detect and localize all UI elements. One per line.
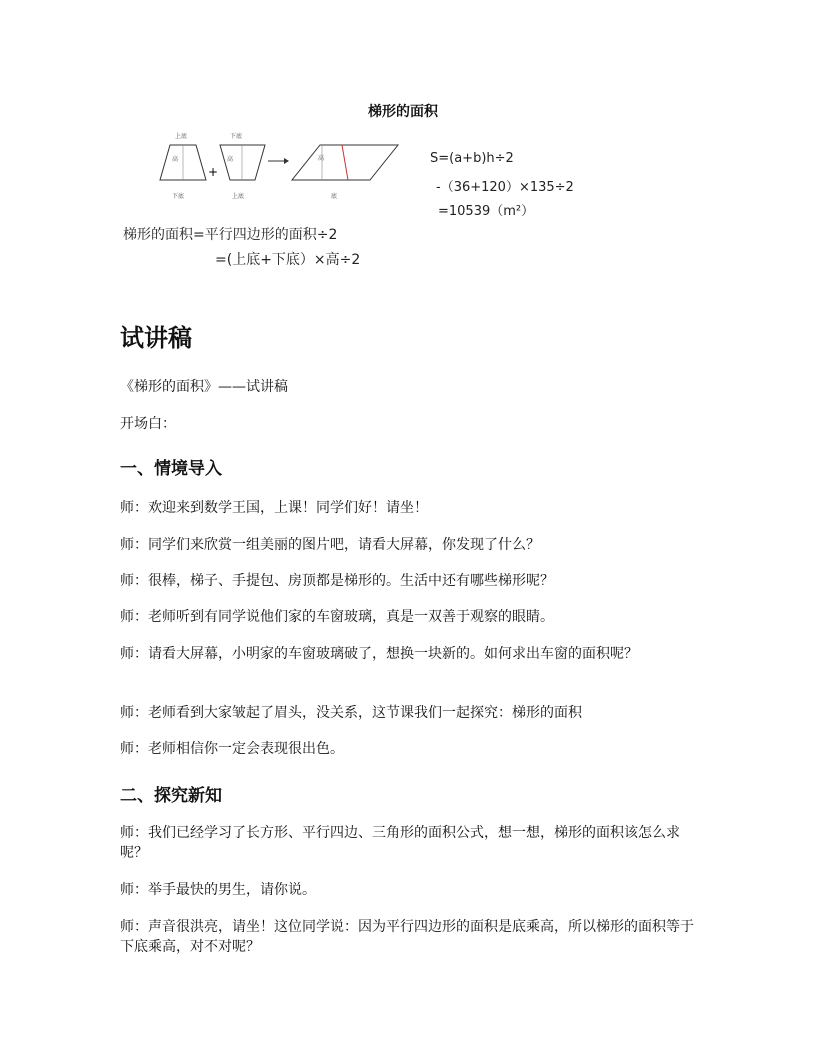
parallelogram-divider [342,145,348,180]
subtitle: 《梯形的面积》——试讲稿 [120,379,288,395]
section-1-line: 师：很棒，梯子、手提包、房顶都是梯形的。生活中还有哪些梯形呢？ [120,573,554,589]
section-1-line: 师：同学们来欣赏一组美丽的图片吧，请看大屏幕，你发现了什么？ [120,537,540,553]
formula-line-2: =(上底+下底）×高÷2 [215,252,361,268]
opening-label: 开场白： [120,416,176,432]
label-bottom-1: 下底 [172,193,185,200]
plus-sign: + [208,165,219,179]
section-1-title: 一、情境导入 [120,459,222,479]
label-base-3: 底 [331,193,338,200]
section-2-title: 二、探究新知 [120,786,222,806]
label-top-1: 上底 [175,133,188,140]
page-heading: 试讲稿 [120,323,192,352]
section-1-line: 师：老师听到有同学说他们家的车窗玻璃，真是一双善于观察的眼睛。 [120,609,554,625]
label-height-2: 高 [227,156,234,163]
trapezoid-figure [150,128,400,208]
label-height-1: 高 [172,156,179,163]
arrow-head [284,158,289,164]
label-height-3: 高 [318,155,325,162]
formula-line-1: 梯形的面积=平行四边形的面积÷2 [123,227,338,243]
section-1-line: 师：请看大屏幕，小明家的车窗玻璃破了，想换一块新的。如何求出车窗的面积呢？ [120,646,638,662]
section-2-line: 师：举手最快的男生，请你说。 [120,882,316,898]
section-1-line: 师：老师看到大家皱起了眉头，没关系，这节课我们一起探究：梯形的面积 [120,705,582,721]
equation-line-1: S=(a+b)h÷2 [430,151,514,166]
section-2-line: 师：声音很洪亮，请坐！这位同学说：因为平行四边形的面积是底乘高，所以梯形的面积等于下底乘高，对不对呢？ [120,919,694,955]
equation-line-3: =10539（m²） [438,204,535,219]
equation-line-2: -（36+120）×135÷2 [436,180,574,195]
section-2-line: 师：我们已经学习了长方形、平行四边、三角形的面积公式，想一想，梯形的面积该怎么求呢？ [120,825,680,861]
label-top-2: 下底 [230,133,243,140]
section-1-line: 师：欢迎来到数学王国，上课！同学们好！请坐！ [120,500,428,516]
board-title: 梯形的面积 [368,104,438,120]
section-1-line: 师：老师相信你一定会表现很出色。 [120,741,344,757]
label-bottom-2: 上底 [232,193,245,200]
